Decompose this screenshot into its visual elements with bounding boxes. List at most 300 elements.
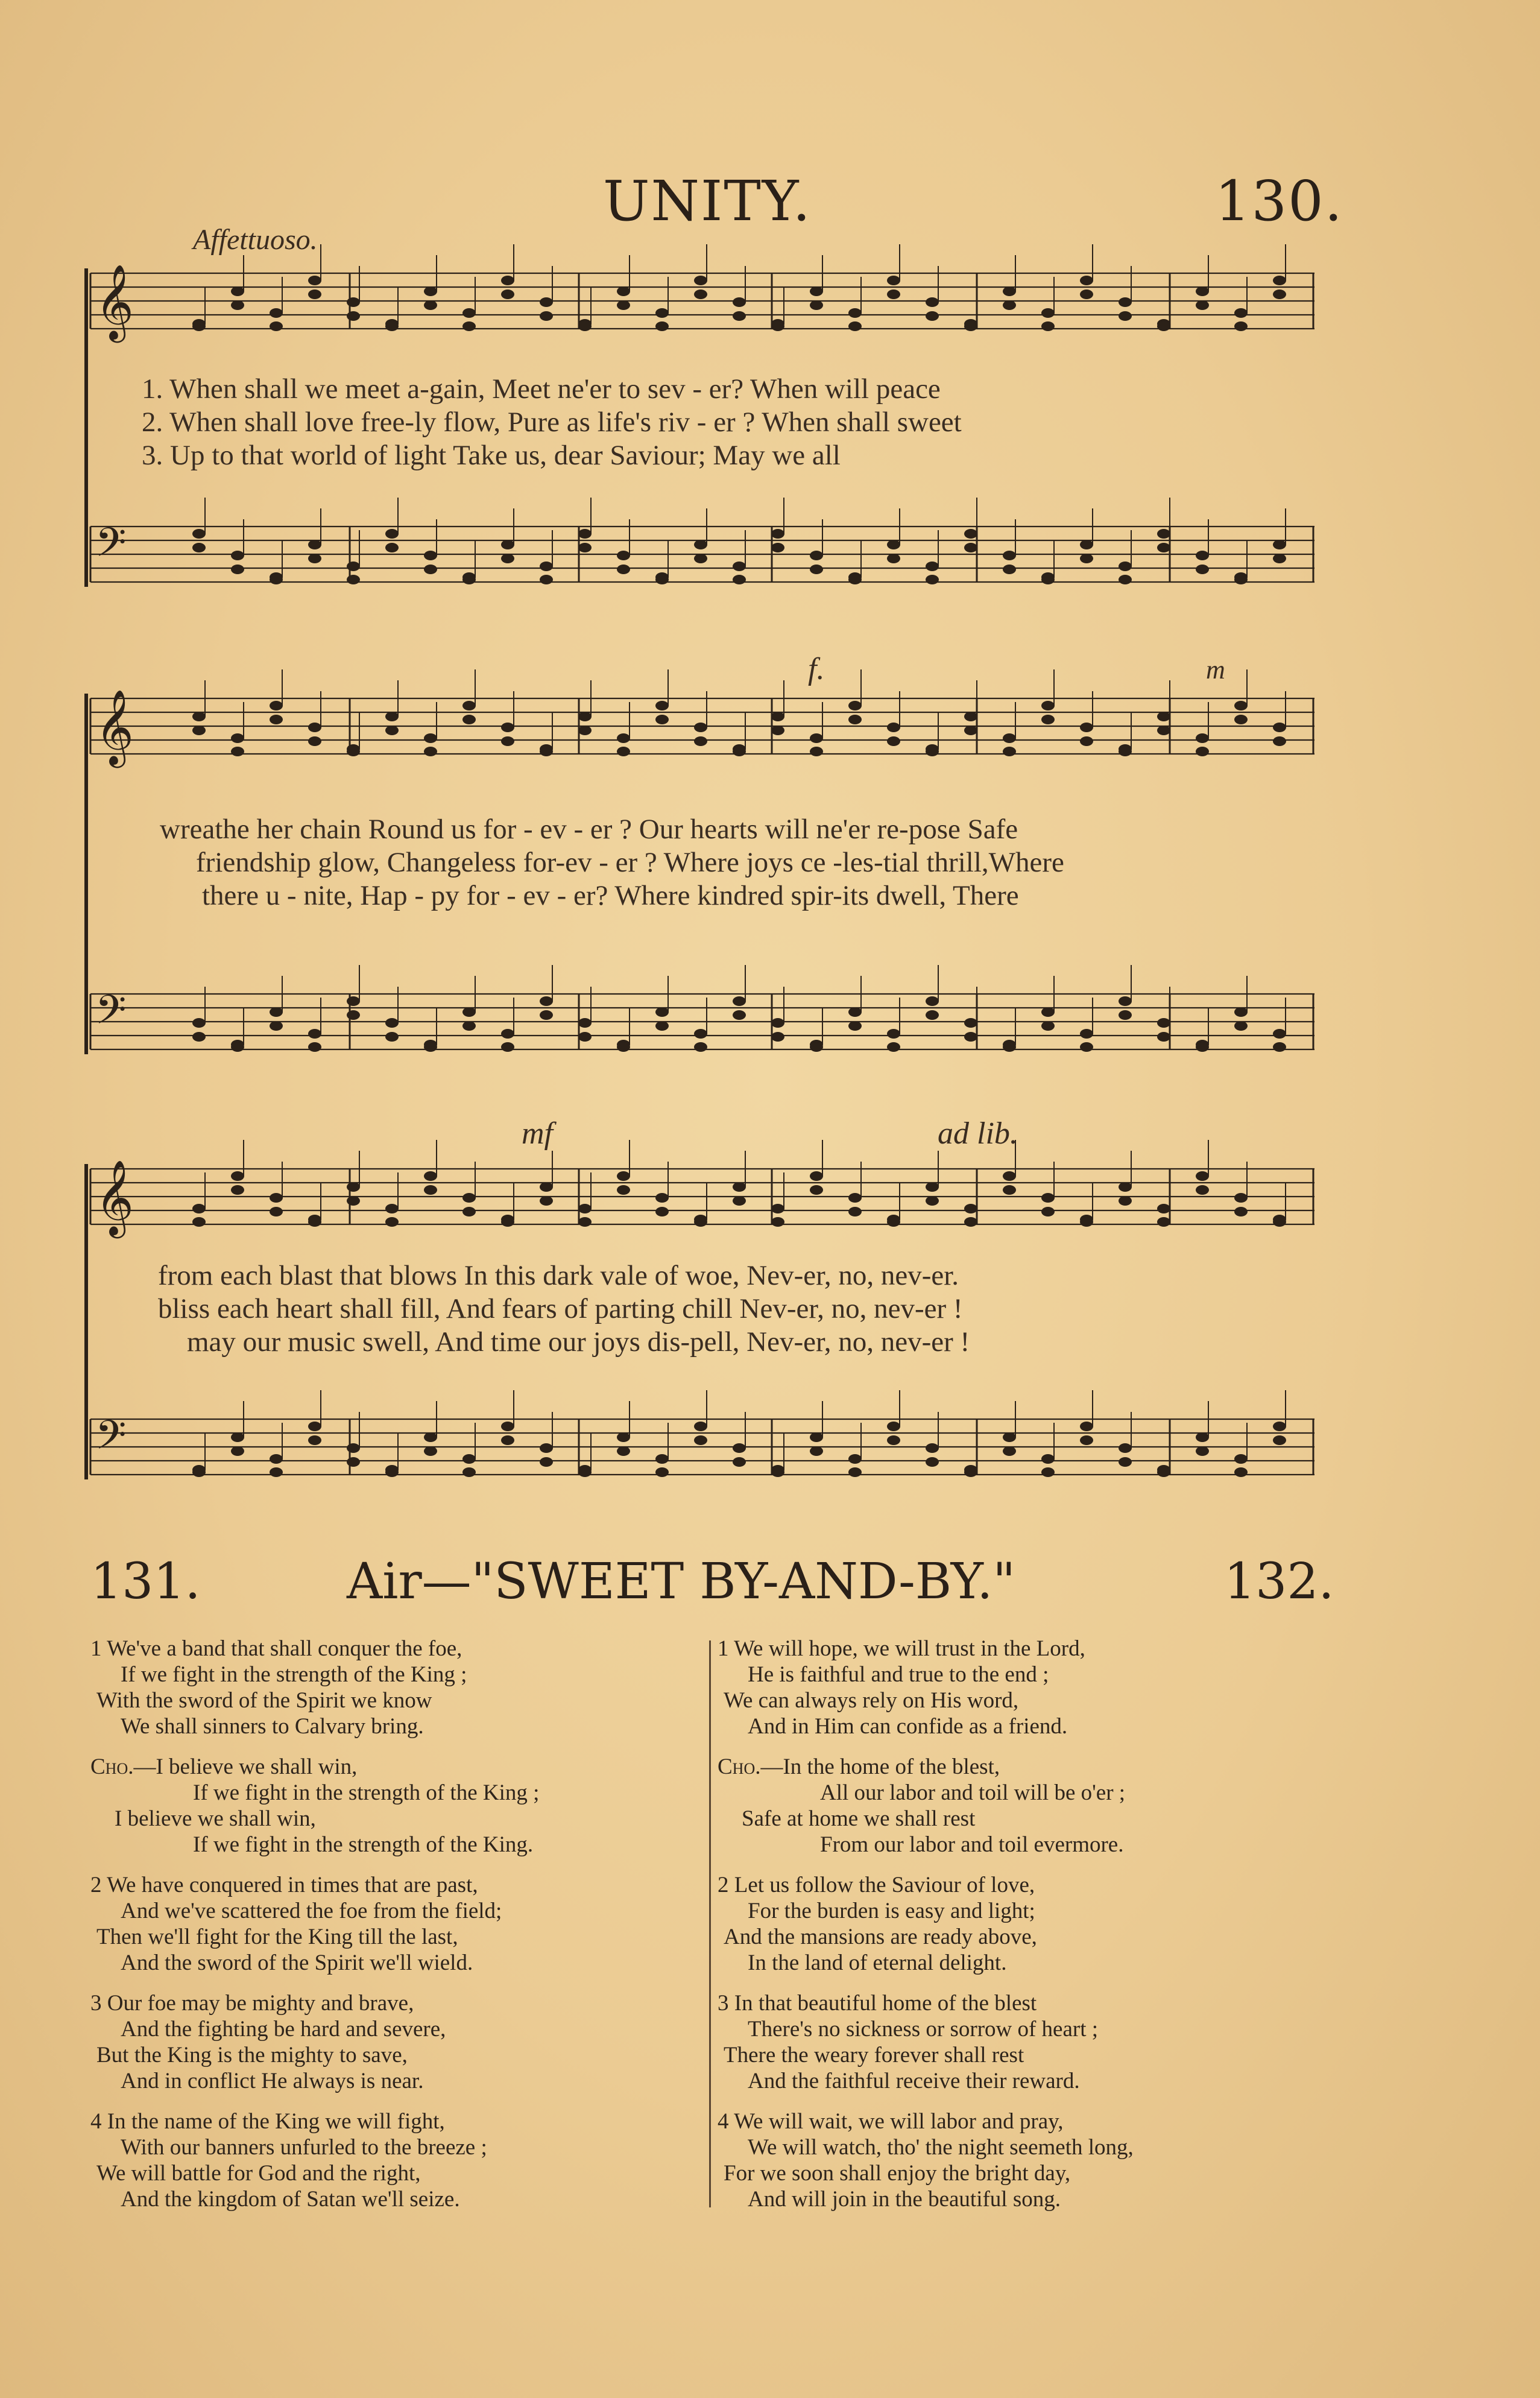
- note-head: [1003, 747, 1016, 756]
- note-head: [694, 1217, 707, 1227]
- note-head: [1196, 747, 1209, 756]
- note-head: [887, 1029, 900, 1039]
- verse-line: [748, 2016, 1098, 2042]
- note-head: [385, 543, 399, 552]
- verse-text: And will join in the beautiful song.: [748, 2187, 1061, 2212]
- note-head: [347, 1196, 360, 1206]
- note-head: [501, 276, 514, 285]
- note-head: [462, 1207, 476, 1216]
- staff-notation: [90, 689, 1314, 765]
- note-head: [1041, 701, 1055, 710]
- note-head: [1080, 1435, 1093, 1445]
- note-head: [424, 1432, 437, 1442]
- note-head: [1041, 321, 1055, 331]
- note-head: [424, 565, 437, 574]
- note-head: [771, 529, 784, 539]
- hymn-tune-title: Air—"SWEET BY-AND-BY.": [347, 1553, 1016, 1610]
- note-head: [308, 1042, 321, 1052]
- note-head: [926, 562, 939, 571]
- note-head: [1119, 1457, 1132, 1467]
- bass-clef-icon: 𝄢: [95, 1412, 127, 1468]
- note-head: [578, 321, 592, 331]
- note-head: [655, 1207, 669, 1216]
- note-head: [617, 1171, 630, 1181]
- note-head: [501, 1042, 514, 1052]
- verse-text: From our labor and toil evermore.: [820, 1832, 1124, 1857]
- verse-text: We will wait, we will labor and pray,: [734, 2109, 1064, 2134]
- note-head: [848, 1021, 862, 1031]
- system3-verse2: bliss each heart shall fill, And fears of parting chill Nev-er, no, nev-er !: [158, 1293, 963, 1324]
- note-head: [578, 1217, 592, 1227]
- note-head: [192, 543, 206, 552]
- staff-notation: [90, 264, 1314, 340]
- note-head: [848, 308, 862, 318]
- note-head: [810, 1446, 823, 1456]
- note-head: [617, 1042, 630, 1052]
- note-head: [347, 1182, 360, 1192]
- verse-text: If we fight in the strength of the King ;: [193, 1780, 540, 1805]
- staff-notation: [90, 1160, 1314, 1235]
- verse-number: 2: [718, 1873, 734, 1897]
- note-head: [1196, 733, 1209, 743]
- note-head: [501, 289, 514, 299]
- note-head: [1157, 726, 1170, 735]
- note-head: [501, 1217, 514, 1227]
- note-head: [1196, 565, 1209, 574]
- note-head: [1273, 1217, 1286, 1227]
- note-head: [848, 715, 862, 724]
- note-head: [926, 311, 939, 321]
- note-head: [1041, 1467, 1055, 1477]
- staff-notation: [90, 519, 1314, 587]
- note-head: [694, 1042, 707, 1052]
- ad-lib-marking: ad lib.: [938, 1116, 1018, 1151]
- note-head: [887, 289, 900, 299]
- note-head: [1234, 321, 1248, 331]
- note-head: [771, 1032, 784, 1042]
- note-head: [1003, 733, 1016, 743]
- verse-text: In that beautiful home of the blest: [734, 1991, 1037, 2016]
- note-head: [270, 1007, 283, 1017]
- note-head: [347, 1457, 360, 1467]
- system-brace: [84, 1164, 88, 1479]
- system3-verse3: may our music swell, And time our joys dis-pell, Nev-er, no, nev-er !: [187, 1326, 970, 1358]
- note-head: [694, 1029, 707, 1039]
- note-head: [578, 529, 592, 539]
- verse-line: [96, 2042, 408, 2068]
- note-head: [308, 289, 321, 299]
- note-head: [733, 297, 746, 307]
- note-head: [887, 1217, 900, 1227]
- note-head: [733, 1010, 746, 1020]
- note-head: [192, 529, 206, 539]
- verse-text: We've a band that shall conquer the foe,: [107, 1636, 462, 1661]
- mezzo-forte-marking: mf: [522, 1116, 553, 1151]
- note-head: [1157, 1018, 1170, 1028]
- note-head: [540, 996, 553, 1006]
- treble-clef-icon: 𝄞: [95, 689, 134, 765]
- note-head: [347, 996, 360, 1006]
- note-head: [578, 712, 592, 721]
- note-head: [1041, 1021, 1055, 1031]
- note-head: [1273, 1029, 1286, 1039]
- verse-text: We can always rely on His word,: [724, 1688, 1019, 1713]
- note-head: [1080, 1217, 1093, 1227]
- note-head: [1157, 1032, 1170, 1042]
- note-head: [192, 321, 206, 331]
- note-head: [1003, 300, 1016, 310]
- verse-text: If we fight in the strength of the King ;: [121, 1662, 467, 1687]
- note-head: [694, 1435, 707, 1445]
- note-head: [1119, 311, 1132, 321]
- note-head: [308, 1029, 321, 1039]
- note-head: [810, 1171, 823, 1181]
- note-head: [1234, 575, 1248, 584]
- note-head: [1273, 1435, 1286, 1445]
- note-head: [1196, 551, 1209, 560]
- hymn-title: UNITY.: [603, 169, 812, 233]
- note-head: [848, 701, 862, 710]
- bass-staff-1: [90, 519, 1314, 587]
- verse-line: [718, 2109, 1063, 2134]
- page-number: 130.: [1215, 169, 1343, 233]
- verse-text: Our foe may be mighty and brave,: [107, 1991, 414, 2016]
- note-head: [462, 1021, 476, 1031]
- system1-verse3: 3. Up to that world of light Take us, dear Saviour; May we all: [142, 440, 841, 471]
- note-head: [462, 715, 476, 724]
- note-head: [308, 276, 321, 285]
- note-head: [964, 321, 977, 331]
- verse-line: [90, 1872, 478, 1898]
- note-head: [848, 575, 862, 584]
- note-head: [540, 1443, 553, 1453]
- note-head: [347, 1010, 360, 1020]
- note-head: [231, 300, 244, 310]
- note-head: [385, 726, 399, 735]
- system2-verse3: there u - nite, Hap - py for - ev - er? Where kindred spir-its dwell, There: [202, 880, 1019, 911]
- note-head: [540, 311, 553, 321]
- note-head: [655, 1467, 669, 1477]
- verse-line: [90, 1636, 462, 1662]
- note-head: [270, 1454, 283, 1464]
- note-head: [617, 1446, 630, 1456]
- staff-notation: [90, 989, 1314, 1054]
- note-head: [424, 1446, 437, 1456]
- note-head: [848, 321, 862, 331]
- verse-text: And the mansions are ready above,: [724, 1925, 1037, 1949]
- note-head: [308, 1217, 321, 1227]
- note-head: [462, 308, 476, 318]
- verse-line: [96, 2160, 421, 2186]
- note-head: [231, 551, 244, 560]
- note-head: [1080, 289, 1093, 299]
- verse-line: [121, 2134, 487, 2160]
- bass-clef-icon: 𝄢: [95, 519, 127, 575]
- note-head: [848, 1207, 862, 1216]
- note-head: [1080, 1029, 1093, 1039]
- note-head: [926, 1443, 939, 1453]
- verse-line: [820, 1832, 1123, 1858]
- verse-line: [748, 2068, 1080, 2094]
- verse-line: [820, 1780, 1125, 1806]
- note-head: [1157, 1217, 1170, 1227]
- m-marking: m: [1206, 655, 1225, 685]
- note-head: [733, 575, 746, 584]
- note-head: [964, 1204, 977, 1213]
- note-head: [1080, 1422, 1093, 1431]
- note-head: [1119, 1182, 1132, 1192]
- note-head: [1273, 723, 1286, 732]
- note-head: [385, 1018, 399, 1028]
- note-head: [733, 996, 746, 1006]
- verse-text: For we soon shall enjoy the bright day,: [724, 2161, 1071, 2186]
- verse-text: But the King is the mighty to save,: [96, 2043, 408, 2067]
- note-head: [1196, 1432, 1209, 1442]
- note-head: [501, 1029, 514, 1039]
- note-head: [810, 1432, 823, 1442]
- verse-text: We have conquered in times that are past,: [107, 1873, 478, 1897]
- verse-text: We will battle for God and the right,: [96, 2161, 421, 2186]
- note-head: [617, 1432, 630, 1442]
- note-head: [926, 1196, 939, 1206]
- note-head: [694, 1422, 707, 1431]
- note-head: [810, 300, 823, 310]
- note-head: [1119, 996, 1132, 1006]
- note-head: [231, 286, 244, 296]
- note-head: [964, 726, 977, 735]
- verse-text: Safe at home we shall rest: [742, 1806, 976, 1831]
- verse-text: There's no sickness or sorrow of heart ;: [748, 2017, 1099, 2042]
- verse-line: [748, 1713, 1067, 1739]
- note-head: [694, 723, 707, 732]
- note-head: [1080, 723, 1093, 732]
- note-head: [771, 1467, 784, 1477]
- verse-text: And in Him can confide as a friend.: [748, 1714, 1068, 1739]
- verse-text: He is faithful and true to the end ;: [748, 1662, 1049, 1687]
- note-head: [1041, 1454, 1055, 1464]
- note-head: [655, 1007, 669, 1017]
- verse-text: In the land of eternal delight.: [748, 1950, 1007, 1975]
- note-head: [810, 1185, 823, 1195]
- note-head: [385, 529, 399, 539]
- tempo-marking: Affettuoso.: [193, 224, 318, 256]
- note-head: [655, 308, 669, 318]
- note-head: [733, 311, 746, 321]
- note-head: [270, 321, 283, 331]
- verse-line: [748, 1898, 1035, 1924]
- note-head: [270, 715, 283, 724]
- note-head: [462, 1193, 476, 1203]
- note-head: [617, 733, 630, 743]
- note-head: [231, 747, 244, 756]
- treble-staff-3: [90, 1160, 1314, 1235]
- treble-staff-1: [90, 264, 1314, 340]
- note-head: [308, 736, 321, 746]
- note-head: [810, 733, 823, 743]
- verse-text: Let us follow the Saviour of love,: [734, 1873, 1035, 1897]
- note-head: [424, 733, 437, 743]
- note-head: [1041, 575, 1055, 584]
- note-head: [848, 1454, 862, 1464]
- note-head: [347, 575, 360, 584]
- note-head: [462, 1454, 476, 1464]
- note-head: [655, 575, 669, 584]
- note-head: [192, 712, 206, 721]
- verse-text: With our banners unfurled to the breeze ;: [121, 2135, 487, 2160]
- note-head: [424, 1185, 437, 1195]
- note-head: [1234, 1007, 1248, 1017]
- note-head: [1003, 1185, 1016, 1195]
- verse-line: [121, 1898, 502, 1924]
- note-head: [1119, 1010, 1132, 1020]
- note-head: [810, 286, 823, 296]
- note-head: [231, 565, 244, 574]
- note-head: [771, 1217, 784, 1227]
- verse-line: [724, 2042, 1024, 2068]
- note-head: [424, 747, 437, 756]
- note-head: [1196, 300, 1209, 310]
- note-head: [655, 715, 669, 724]
- note-head: [231, 1185, 244, 1195]
- verse-line: [193, 1780, 539, 1806]
- note-head: [192, 1204, 206, 1213]
- system1-verse2: 2. When shall love free-ly flow, Pure as life's riv - er ? When shall sweet: [142, 407, 962, 438]
- verse-line: [748, 1662, 1049, 1688]
- verse-line: [121, 2016, 446, 2042]
- note-head: [270, 308, 283, 318]
- note-head: [1273, 1422, 1286, 1431]
- verse-text: All our labor and toil will be o'er ;: [820, 1780, 1126, 1805]
- note-head: [1119, 575, 1132, 584]
- note-head: [424, 1042, 437, 1052]
- staff-notation: [90, 1414, 1314, 1479]
- note-head: [1119, 1196, 1132, 1206]
- note-head: [1041, 715, 1055, 724]
- note-head: [771, 1204, 784, 1213]
- note-head: [617, 565, 630, 574]
- note-head: [231, 1042, 244, 1052]
- note-head: [308, 723, 321, 732]
- note-head: [1080, 276, 1093, 285]
- note-head: [1003, 1171, 1016, 1181]
- note-head: [1234, 715, 1248, 724]
- treble-clef-icon: 𝄞: [95, 264, 134, 340]
- note-head: [1234, 1193, 1248, 1203]
- note-head: [617, 747, 630, 756]
- verse-line: [724, 2160, 1070, 2186]
- note-head: [1196, 1446, 1209, 1456]
- verse-line: [718, 1872, 1035, 1898]
- note-head: [964, 1018, 977, 1028]
- note-head: [887, 723, 900, 732]
- note-head: [1234, 1454, 1248, 1464]
- note-head: [926, 996, 939, 1006]
- note-head: [887, 554, 900, 563]
- note-head: [810, 565, 823, 574]
- hymn-number-left: 131.: [90, 1553, 201, 1610]
- system2-verse2: friendship glow, Changeless for-ev - er ? Where joys ce -les-tial thrill,Where: [196, 847, 1064, 878]
- note-head: [308, 1435, 321, 1445]
- note-head: [1080, 736, 1093, 746]
- note-head: [231, 1171, 244, 1181]
- note-head: [1157, 321, 1170, 331]
- note-head: [1119, 747, 1132, 756]
- chorus-label: Cho.: [718, 1754, 761, 1779]
- verse-line: [90, 1754, 357, 1780]
- verse-line: [742, 1806, 975, 1832]
- verse-text: And the kingdom of Satan we'll seize.: [121, 2187, 460, 2212]
- verse-line: [121, 1713, 424, 1739]
- note-head: [424, 286, 437, 296]
- note-head: [771, 1018, 784, 1028]
- note-head: [733, 562, 746, 571]
- verse-line: [90, 2109, 445, 2134]
- verse-line: [748, 2134, 1134, 2160]
- note-head: [887, 736, 900, 746]
- system1-verse1: 1. When shall we meet a-gain, Meet ne'er to sev - er? When will peace: [142, 373, 941, 405]
- verse-line: [96, 1924, 458, 1950]
- note-head: [578, 1018, 592, 1028]
- note-head: [694, 554, 707, 563]
- note-head: [385, 712, 399, 721]
- verse-text: And the sword of the Spirit we'll wield.: [121, 1950, 473, 1975]
- note-head: [1003, 1446, 1016, 1456]
- verse-text: There the weary forever shall rest: [724, 2043, 1024, 2067]
- verse-line: [724, 1688, 1018, 1713]
- verse-line: [115, 1806, 316, 1832]
- note-head: [540, 1010, 553, 1020]
- note-head: [462, 1467, 476, 1477]
- note-head: [424, 551, 437, 560]
- note-head: [964, 529, 977, 539]
- column-divider: [709, 1640, 711, 2207]
- system-brace: [84, 268, 88, 587]
- note-head: [1119, 297, 1132, 307]
- verse-line: [718, 1990, 1037, 2016]
- verse-text: —I believe we shall win,: [133, 1754, 358, 1779]
- note-head: [192, 1018, 206, 1028]
- note-head: [964, 712, 977, 721]
- note-head: [1003, 286, 1016, 296]
- note-head: [964, 1467, 977, 1477]
- note-head: [501, 1422, 514, 1431]
- note-head: [617, 1185, 630, 1195]
- verse-line: [748, 2186, 1061, 2212]
- note-head: [926, 575, 939, 584]
- note-head: [385, 321, 399, 331]
- note-head: [617, 300, 630, 310]
- bass-staff-3: [90, 1414, 1314, 1479]
- verse-number: 3: [718, 1991, 734, 2016]
- note-head: [385, 1204, 399, 1213]
- note-head: [270, 1207, 283, 1216]
- verse-number: 2: [90, 1873, 107, 1897]
- note-head: [1234, 1021, 1248, 1031]
- note-head: [308, 1422, 321, 1431]
- note-head: [540, 747, 553, 756]
- note-head: [810, 1042, 823, 1052]
- note-head: [1003, 565, 1016, 574]
- note-head: [462, 575, 476, 584]
- verse-number: 4: [718, 2109, 734, 2134]
- verse-line: [718, 1754, 1000, 1780]
- verse-text: And we've scattered the foe from the field;: [121, 1899, 502, 1923]
- note-head: [385, 1032, 399, 1042]
- note-head: [192, 1467, 206, 1477]
- verse-text: And the fighting be hard and severe,: [121, 2017, 446, 2042]
- note-head: [1003, 1432, 1016, 1442]
- note-head: [1003, 1042, 1016, 1052]
